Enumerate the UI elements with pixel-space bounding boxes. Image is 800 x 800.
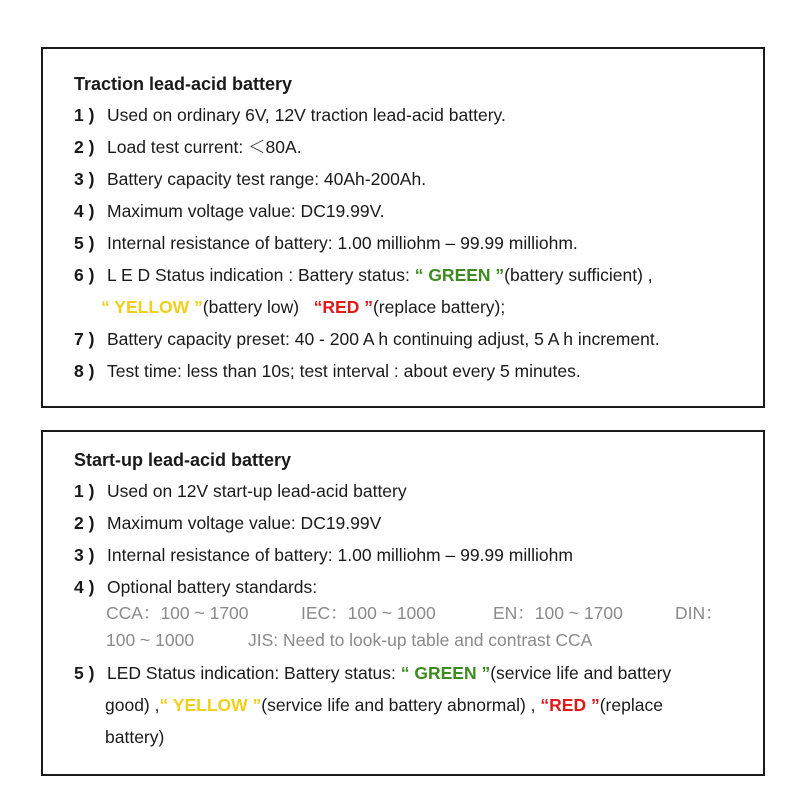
status-red: “RED ” — [540, 695, 600, 715]
item-text: Optional battery standards: — [107, 577, 318, 597]
startup-panel — [41, 430, 765, 776]
item-number: 4 ) — [74, 577, 95, 597]
item-number: 3 ) — [74, 545, 95, 565]
item-text: Internal resistance of battery: 1.00 milliohm – 99.99 milliohm — [107, 545, 573, 565]
item-number: 5 ) — [74, 663, 95, 683]
standard-en: EN：100 ~ 1700 — [493, 603, 623, 623]
item-number: 1 ) — [74, 105, 95, 125]
traction-item-5 — [74, 232, 755, 254]
status-green-desc: (service life and battery — [490, 663, 672, 683]
item-number: 2 ) — [74, 137, 95, 157]
item-number: 6 ) — [74, 265, 95, 285]
startup-title: Start-up lead-acid battery — [74, 450, 292, 470]
traction-panel — [41, 47, 765, 408]
status-red-desc: (replace battery); — [372, 297, 506, 317]
item-text: Used on ordinary 6V, 12V traction lead-acid battery. — [107, 105, 506, 125]
item-number: 4 ) — [74, 201, 95, 221]
traction-item-3 — [74, 168, 755, 190]
item-text: Maximum voltage value: DC19.99V. — [107, 201, 385, 221]
item-number: 5 ) — [74, 233, 95, 253]
startup-item-2 — [74, 512, 755, 534]
item-number: 7 ) — [74, 329, 95, 349]
item-text: Internal resistance of battery: 1.00 milliohm – 99.99 milliohm. — [107, 233, 578, 253]
status-green-desc: (battery sufficient) , — [504, 265, 653, 285]
item-text: Maximum voltage value: DC19.99V — [107, 513, 382, 533]
item-text: Test time: less than 10s; test interval : about every 5 minutes. — [107, 361, 581, 381]
startup-item-1 — [74, 480, 755, 502]
item-text: Load test current: ＜80A. — [107, 137, 302, 157]
item-text: LED Status indication: Battery status: — [107, 663, 401, 683]
traction-item-7 — [74, 328, 755, 350]
item-text: L E D Status indication : Battery status: — [107, 265, 415, 285]
startup-item-3 — [74, 544, 755, 566]
status-yellow: “ YELLOW ” — [101, 297, 203, 317]
item-text: Used on 12V start-up lead-acid battery — [107, 481, 407, 501]
traction-item-8 — [74, 360, 755, 382]
status-yellow: “ YELLOW ” — [159, 695, 262, 715]
item-number: 1 ) — [74, 481, 95, 501]
status-red: “RED ” — [313, 297, 373, 317]
startup-item-5 — [74, 662, 755, 684]
status-green: “ GREEN ” — [400, 663, 491, 683]
status-green: “ GREEN ” — [414, 265, 505, 285]
item-number: 2 ) — [74, 513, 95, 533]
traction-item-6 — [74, 264, 755, 286]
standard-cca: CCA：100 ~ 1700 — [106, 603, 249, 623]
standard-iec: IEC：100 ~ 1000 — [301, 603, 436, 623]
status-yellow-desc: (battery low) — [202, 297, 300, 317]
standard-jis: JIS: Need to look-up table and contrast CCA — [248, 630, 593, 650]
status-yellow-desc: (service life and battery abnormal) , — [261, 695, 536, 715]
status-line-start: good) , — [105, 695, 160, 715]
standard-din: DIN： — [675, 603, 723, 623]
traction-item-6-continued — [101, 296, 505, 318]
traction-item-4 — [74, 200, 755, 222]
item-text: Battery capacity test range: 40Ah-200Ah. — [107, 169, 427, 189]
startup-item-5-line2 — [105, 694, 663, 716]
traction-title: Traction lead-acid battery — [74, 74, 293, 94]
startup-item-4 — [74, 576, 755, 598]
standard-din-range: 100 ~ 1000 — [106, 630, 195, 650]
item-number: 8 ) — [74, 361, 95, 381]
traction-item-2 — [74, 136, 755, 158]
startup-item-5-line3: battery) — [105, 727, 165, 747]
item-number: 3 ) — [74, 169, 95, 189]
traction-item-1 — [74, 104, 755, 126]
status-red-desc: (replace — [599, 695, 663, 715]
item-text: Battery capacity preset: 40 - 200 A h continuing adjust, 5 A h increment. — [107, 329, 660, 349]
